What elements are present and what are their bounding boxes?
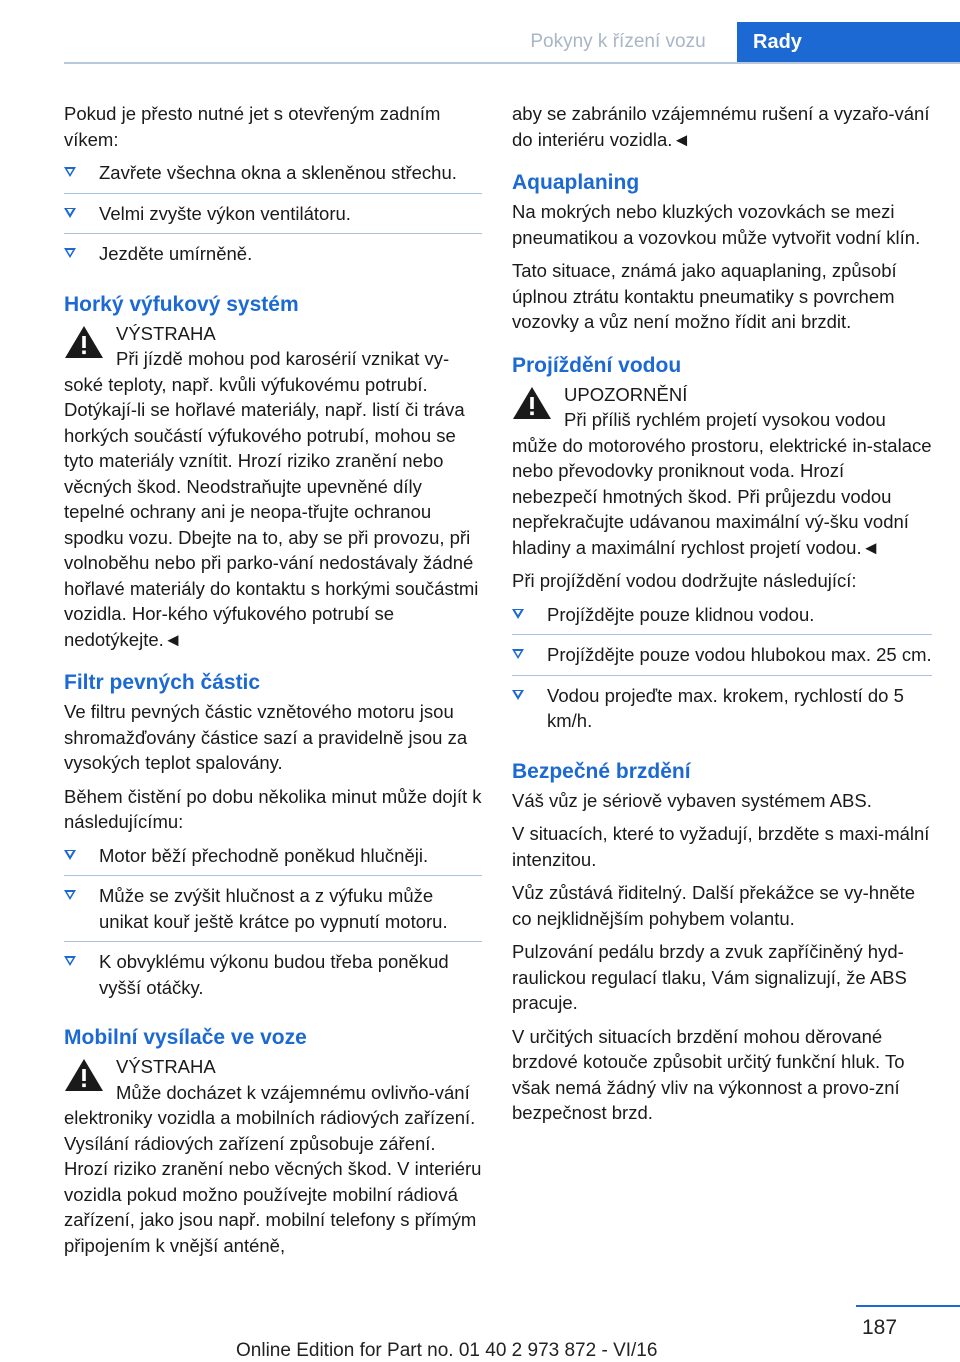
list-item: Může se zvýšit hlučnost a z výfuku může unikat kouř ještě krátce po vypnutí motoru. xyxy=(64,883,482,942)
bullet-triangle-icon xyxy=(64,956,76,966)
water-list xyxy=(512,602,932,741)
water-notice xyxy=(512,382,932,561)
right-column xyxy=(512,101,932,1134)
aquaplaning-text-2: Tato situace, známá jako aquaplaning, způsobí úplnou ztrátu kontaktu pneumatiky s povrchem vozovky a vůz není možno řídit ani brzdit. xyxy=(512,260,897,332)
aquaplaning-text-1: Na mokrých nebo kluzkých vozovkách se mezi pneumatikou a vozovkou může vytvořit vodní klín. xyxy=(512,201,921,248)
bullet-triangle-icon xyxy=(64,890,76,900)
warning-icon xyxy=(512,386,552,420)
braking-heading: Bezpečné brzdění xyxy=(512,759,691,783)
notice-title: UPOZORNĚNÍ xyxy=(564,383,688,405)
braking-text-3: Vůz zůstává řiditelný. Další překážce se vy-hněte co nejklidnějším pohybem volantu. xyxy=(512,882,916,929)
exhaust-warning xyxy=(64,321,482,653)
continued-text: aby se zabránilo vzájemnému rušení a vyzařo-vání do interiéru vozidla.◄ xyxy=(512,103,930,150)
header-rule xyxy=(64,62,960,64)
braking-text-1: Váš vůz je sériově vybaven systémem ABS. xyxy=(512,789,872,811)
bullet-triangle-icon xyxy=(64,208,76,218)
braking-text-4: Pulzování pedálu brzdy a zvuk zapříčiněný hyd-raulickou regulací tlaku, Vám signalizují, že ABS pracuje. xyxy=(512,941,907,1013)
list-item: Projíždějte pouze vodou hlubokou max. 25 cm. xyxy=(512,642,932,676)
filter-list xyxy=(64,843,482,1008)
intro-list xyxy=(64,160,482,274)
left-column xyxy=(64,101,482,1266)
notice-text: Při příliš rychlém projetí vysokou vodou může do motorového prostoru, elektrické in-stalace nebo převodovky proniknout voda. Hrozí nebezpečí hmotných škod. Při průjezdu vodou nepřekračujte udávanou maximální vý-šku vodní hladiny a maximální rychlost projetí vodou.◄ xyxy=(512,409,932,558)
list-item: Vodou projeďte max. krokem, rychlostí do 5 km/h. xyxy=(512,683,932,741)
list-item: K obvyklému výkonu budou třeba poněkud vyšší otáčky. xyxy=(64,949,482,1007)
warning-icon xyxy=(64,1058,104,1092)
braking-text-2: V situacích, které to vyžadují, brzděte s maxi-mální intenzitou. xyxy=(512,823,930,870)
water-text: Při projíždění vodou dodržujte následující: xyxy=(512,570,857,591)
list-item: Velmi zvyšte výkon ventilátoru. xyxy=(64,201,482,235)
filter-heading: Filtr pevných částic xyxy=(64,671,261,694)
header-chapter-tab: Rady xyxy=(737,22,960,62)
water-heading: Projíždění vodou xyxy=(512,353,682,377)
bullet-triangle-icon xyxy=(64,248,76,258)
page-number: 187 xyxy=(862,1316,898,1339)
footer-rule xyxy=(856,1305,960,1307)
warning-text: Při jízdě mohou pod karosérií vznikat vy-soké teploty, např. kvůli výfukovému potrubí. Dotýkají-li se hořlavé materiály, např. listí či tráva horkých součástí výfukového potrubí, mohou se tyto materiály vznítit. Hrozí riziko zranění nebo věcných škod. Neodstraňujte upevněné díly tepelné ochrany ani je neopa-třujte ochranou spodku vozu. Dbejte na to, aby se při provozu, při volnoběhu nebo při parko-vání nedostávaly žádné hořlavé materiály do kontaktu s horkými součástmi vozidla. Hor-kého výfukového potrubí se nedotýkejte.◄ xyxy=(64,348,479,650)
bullet-triangle-icon xyxy=(512,690,524,700)
intro-text: Pokud je přesto nutné jet s otevřeným zadním víkem: xyxy=(64,103,441,150)
edition-footer: Online Edition for Part no. 01 40 2 973 872 - VI/16 xyxy=(236,1340,658,1361)
warning-icon xyxy=(64,325,104,359)
mobile-warning xyxy=(64,1054,482,1258)
list-item: Jezděte umírněně. xyxy=(64,241,482,274)
warning-text: Může docházet k vzájemnému ovlivňo-vání elektroniky vozidla a mobilních rádiových zařízení. Vysílání rádiových zařízení způsobuje záření. Hrozí riziko zranění nebo věcných škod. V interiéru vozidla pokud možno používejte mobilní rádiová zařízení, jako jsou např. mobilní telefony s přímým připojením k vnější anténě, xyxy=(64,1081,482,1256)
header-section-title: Pokyny k řízení vozu xyxy=(530,31,706,52)
warning-title: VÝSTRAHA xyxy=(116,322,216,344)
filter-text-1: Ve filtru pevných částic vznětového motoru jsou shromažďovány částice sazí a pravidelně jsou za vysokých teplot spalovány. xyxy=(64,701,468,773)
bullet-triangle-icon xyxy=(512,609,524,619)
bullet-triangle-icon xyxy=(64,850,76,860)
bullet-triangle-icon xyxy=(64,167,76,177)
aquaplaning-heading: Aquaplaning xyxy=(512,171,640,194)
exhaust-heading: Horký výfukový systém xyxy=(64,292,299,316)
list-item: Motor běží přechodně poněkud hlučněji. xyxy=(64,843,482,877)
bullet-triangle-icon xyxy=(512,649,524,659)
warning-title: VÝSTRAHA xyxy=(116,1056,216,1077)
mobile-heading: Mobilní vysílače ve voze xyxy=(64,1026,307,1049)
filter-text-2: Během čistění po dobu několika minut může dojít k následujícímu: xyxy=(64,785,482,832)
list-item: Projíždějte pouze klidnou vodou. xyxy=(512,602,932,636)
list-item: Zavřete všechna okna a skleněnou střechu. xyxy=(64,160,482,194)
braking-text-5: V určitých situacích brzdění mohou děrované brzdové kotouče způsobit určitý funkční hluk. To však nemá žádný vliv na výkonnost a provo-zní bezpečnost brzd. xyxy=(512,1025,905,1123)
